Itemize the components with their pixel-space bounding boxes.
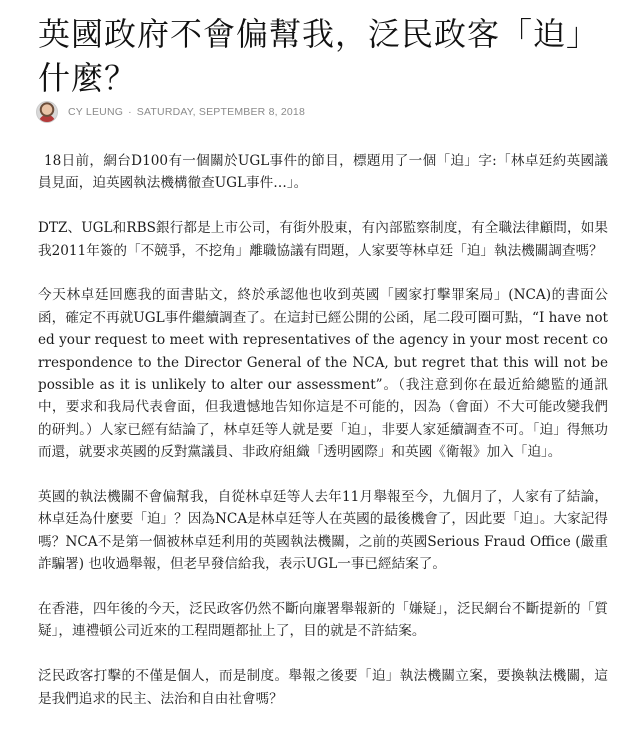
paragraph-1: 18日前，網台D100有一個關於UGL事件的節目，標題用了一個「迫」字:「林卓廷約英國議員見面，迫英國執法機構徹查UGL事件…」。 bbox=[38, 153, 608, 192]
paragraph-6: 泛民政客打擊的不僅是個人，而是制度。舉報之後要「迫」執法機關立案，要換執法機關，這是我們追求的民主、法治和自由社會嗎？ bbox=[38, 668, 608, 707]
article-title: 英國政府不會偏幫我，泛民政客「迫」什麼？ bbox=[38, 15, 600, 97]
paragraph-2: DTZ、UGL和RBS銀行都是上市公司，有街外股東，有內部監察制度，有全職法律顧問，如果我2011年簽的「不競爭，不挖角」離職協議有問題，人家要等林卓廷「迫」執法機關調查嗎？ bbox=[38, 220, 608, 259]
paragraph-3: 今天林卓廷回應我的面書貼文，終於承認他也收到英國「國家打擊罪案局」(NCA)的書面公函，確定不再就UGL事件繼續調查了。在這封已經公開的公函，尾二段可圈可點，“I have noted your request to meet with representatives of the agency in your most recent correspondence to the Director General of the NCA, but regret that this will not be possible as it is unlikely to alter our assessment”。（我注意到你在最近給總監的通訊中，要求和我局代表會面，但我遺憾地告知你這是不可能的，因為（會面）不大可能改變我們的研判。）人家已經有結論了，林卓廷等人就是要「迫」，非要人家延續調查不可。「迫」得無功而還，就要求英國的反對黨議員、非政府組織「透明國際」和英國《衛報》加入「迫」。 bbox=[38, 287, 608, 461]
paragraph-4: 英國的執法機關不會偏幫我，自從林卓廷等人去年11月舉報至今，九個月了，人家有了結論，林卓廷為什麼要「迫」？因為NCA是林卓廷等人在英國的最後機會了，因此要「迫」。大家記得嗎？NCA不是第一個被林卓廷利用的英國執法機關，之前的英國Serious Fraud Office (嚴重詐騙署) 也收過舉報，但老早發信給我，表示UGL一事已經結案了。 bbox=[38, 489, 608, 573]
publish-date: SATURDAY, SEPTEMBER 8, 2018 bbox=[136, 106, 306, 118]
article-body bbox=[38, 150, 608, 732]
byline-separator: · bbox=[128, 106, 132, 118]
byline bbox=[36, 101, 305, 123]
author-avatar-icon[interactable] bbox=[36, 101, 58, 123]
author-name[interactable]: CY LEUNG bbox=[68, 106, 124, 118]
paragraph-5: 在香港，四年後的今天，泛民政客仍然不斷向廉署舉報新的「嫌疑」，泛民網台不斷提新的「質疑」，連禮頓公司近來的工程問題都扯上了，目的就是不許結案。 bbox=[38, 601, 608, 640]
